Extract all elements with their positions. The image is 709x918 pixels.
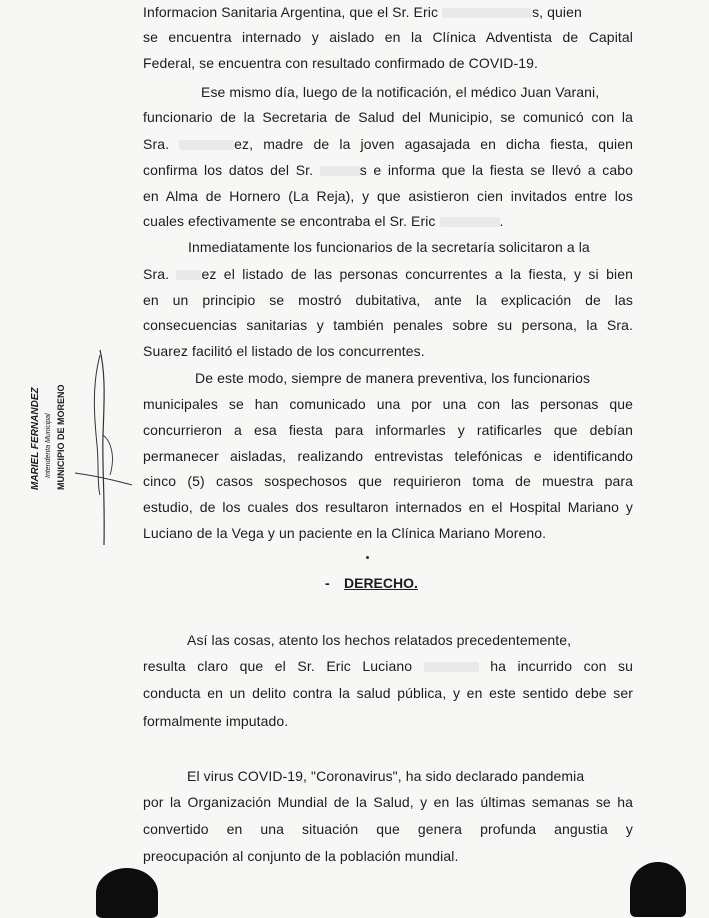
text-line — [143, 54, 633, 72]
text-line — [143, 265, 633, 283]
text-segment: estudio, de los cuales dos resultaron internados en el Hospital Mariano y — [143, 499, 633, 515]
text-segment: concurrieron a esa fiesta para informarles y ratificarles que debían — [143, 422, 633, 438]
text-segment: ez, madre de la joven agasajada en dicha fiesta, quien — [234, 136, 633, 152]
text-segment: Suarez facilitó el listado de los concurrentes. — [143, 343, 425, 359]
text-segment: s, quien — [532, 4, 582, 20]
text-line — [143, 187, 633, 205]
text-segment: convertido en una situación que genera profunda angustia y — [143, 821, 633, 837]
text-segment: preocupación al conjunto de la población mundial. — [143, 848, 459, 864]
text-segment: Sra. — [143, 136, 180, 152]
redaction-mark — [179, 140, 234, 150]
text-line — [143, 316, 633, 334]
dark-blot-right — [630, 862, 686, 917]
text-segment: cinco (5) casos sospechosos que requirieron toma de muestra para — [143, 473, 633, 489]
text-segment: en Alma de Hornero (La Reja), y que asistieron cien invitados entre los — [143, 188, 633, 204]
text-segment: formalmente imputado. — [143, 713, 289, 729]
text-segment: ha incurrido con su — [478, 658, 633, 674]
text-segment: resulta claro que el Sr. Eric Luciano — [143, 658, 424, 674]
text-segment: se encuentra internado y aislado en la Clínica Adventista de Capital — [143, 29, 633, 45]
text-line — [143, 3, 633, 21]
text-segment: . — [499, 213, 504, 229]
text-line — [188, 238, 633, 256]
redaction-mark — [442, 8, 532, 18]
text-segment: Luciano de la Vega y un paciente en la Clínica Mariano Moreno. — [143, 525, 547, 541]
text-line — [195, 369, 633, 387]
text-segment: permanecer aisladas, realizando entrevistas telefónicas e identificando — [143, 448, 633, 464]
text-line — [201, 83, 633, 101]
text-segment: Inmediatamente los funcionarios de la secretaría solicitaron a la — [188, 239, 590, 255]
text-segment: conducta en un delito contra la salud pública, y en este sentido debe ser — [143, 685, 633, 701]
text-segment: por la Organización Mundial de la Salud, y en las últimas semanas se ha — [143, 794, 633, 810]
text-segment: Sra. — [143, 266, 177, 282]
text-segment: Ese mismo día, luego de la notificación, el médico Juan Varani, — [201, 84, 600, 100]
text-line — [143, 28, 633, 46]
text-segment: funcionario de la Secretaria de Salud del Municipio, se comunicó con la — [143, 109, 633, 125]
text-line — [143, 498, 633, 516]
text-line — [143, 847, 633, 865]
text-segment: s e informa que la fiesta se llevó a cabo — [359, 162, 633, 178]
text-line — [143, 793, 633, 811]
text-line — [187, 631, 633, 649]
text-line — [143, 212, 633, 230]
redaction-mark — [440, 217, 500, 227]
text-line — [143, 820, 633, 838]
text-line — [143, 135, 633, 153]
text-line — [143, 108, 633, 126]
text-line — [143, 684, 633, 702]
stamp-name: MARIEL FERNANDEZ — [30, 387, 41, 490]
text-segment: consecuencias sanitarias y también penales sobre su persona, la Sra. — [143, 317, 633, 333]
text-line — [143, 657, 633, 675]
text-line — [143, 395, 633, 413]
redaction-mark — [424, 662, 479, 672]
text-segment: municipales se han comunicado una por una con las personas que — [143, 396, 633, 412]
stamp-role: Intendenta Municipal — [45, 413, 52, 478]
text-line — [143, 342, 633, 360]
text-line — [143, 712, 633, 730]
text-line — [143, 421, 633, 439]
text-segment: Informacion Sanitaria Argentina, que el Sr. Eric — [143, 4, 443, 20]
text-line — [143, 524, 633, 542]
text-segment: en un principio se mostró dubitativa, ante la explicación de las — [143, 292, 633, 308]
text-line — [143, 161, 633, 179]
text-line — [143, 472, 633, 490]
text-segment: De este modo, siempre de manera preventiva, los funcionarios — [195, 370, 591, 386]
redaction-mark — [176, 270, 201, 280]
dark-blot-left — [96, 868, 158, 918]
text-segment: ez el listado de las personas concurrentes a la fiesta, y si bien — [201, 266, 633, 282]
heading-dash: - — [325, 575, 330, 591]
section-heading: DERECHO. — [344, 575, 418, 591]
stamp-office: MUNICIPIO DE MORENO — [56, 384, 66, 490]
handwritten-signature — [70, 345, 140, 555]
text-segment: confirma los datos del Sr. — [143, 162, 320, 178]
text-line — [187, 767, 633, 785]
official-stamp — [28, 360, 76, 490]
text-segment: Federal, se encuentra con resultado confirmado de COVID-19. — [143, 55, 538, 71]
redaction-mark — [320, 166, 360, 176]
text-segment: Así las cosas, atento los hechos relatados precedentemente, — [187, 632, 572, 648]
text-segment: El virus COVID-19, "Coronavirus", ha sido declarado pandemia — [187, 768, 585, 784]
text-line — [143, 447, 633, 465]
text-segment: cuales efectivamente se encontraba el Sr. Eric — [143, 213, 440, 229]
text-line — [143, 291, 633, 309]
dot-mark — [366, 556, 369, 559]
